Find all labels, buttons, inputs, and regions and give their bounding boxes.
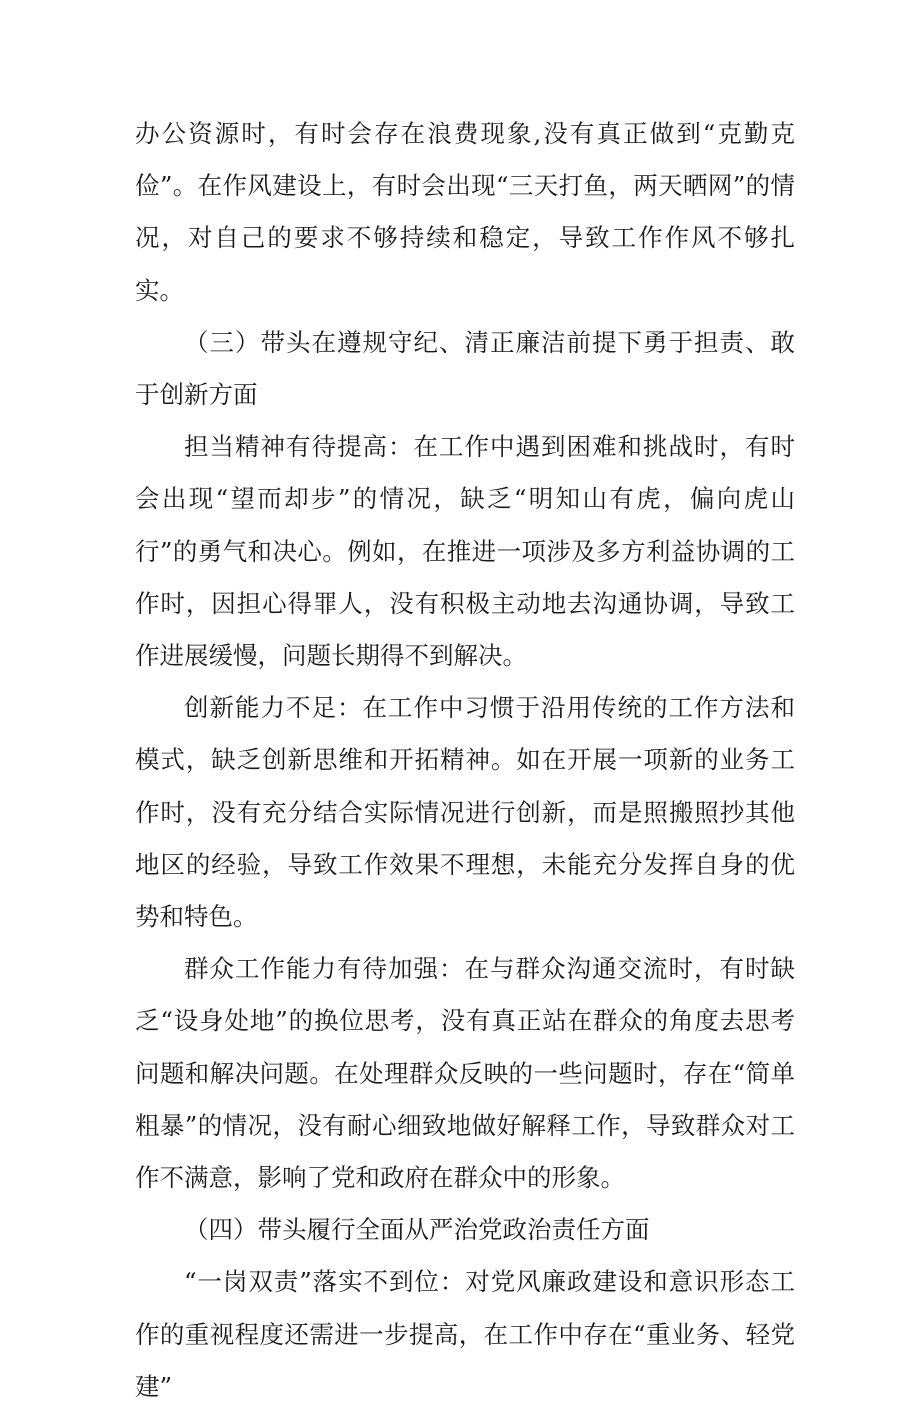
paragraph-continuation: 办公资源时，有时会存在浪费现象,没有真正做到“克勤克俭”。在作风建设上，有时会出现“三天打鱼，两天晒网”的情况，对自己的要求不够持续和稳定，导致工作作风不够扎实。 xyxy=(135,119,795,305)
paragraph-mass-work: 群众工作能力有待加强：在与群众沟通交流时，有时缺乏“设身处地”的换位思考，没有真正站在群众的角度去思考问题和解决问题。在处理群众反映的一些问题时，存在“简单粗暴”的情况，没有耐心细致地做好解释工作，导致群众对工作不满意，影响了党和政府在群众中的形象。 xyxy=(135,954,795,1193)
paragraph-innovation: 创新能力不足：在工作中习惯于沿用传统的工作方法和模式，缺乏创新思维和开拓精神。如在开展一项新的业务工作时，没有充分结合实际情况进行创新，而是照搬照抄其他地区的经验，导致工作效果不理想，未能充分发挥自身的优势和特色。 xyxy=(135,693,795,932)
section-heading-three: （三）带头在遵规守纪、清正廉洁前提下勇于担责、敢于创新方面 xyxy=(135,327,795,410)
paragraph-dual-responsibility: “一岗双责”落实不到位：对党风廉政建设和意识形态工作的重视程度还需进一步提高，在工作中存在“重业务、轻党建” xyxy=(135,1267,795,1401)
section-heading-four: （四）带头履行全面从严治党政治责任方面 xyxy=(184,1215,650,1245)
document-body xyxy=(135,108,795,1413)
paragraph-responsibility: 担当精神有待提高：在工作中遇到困难和挑战时，有时会出现“望而却步”的情况，缺乏“明知山有虎，偏向虎山行”的勇气和决心。例如，在推进一项涉及多方利益协调的工作时，因担心得罪人，没有积极主动地去沟通协调，导致工作进展缓慢，问题长期得不到解决。 xyxy=(135,432,795,671)
